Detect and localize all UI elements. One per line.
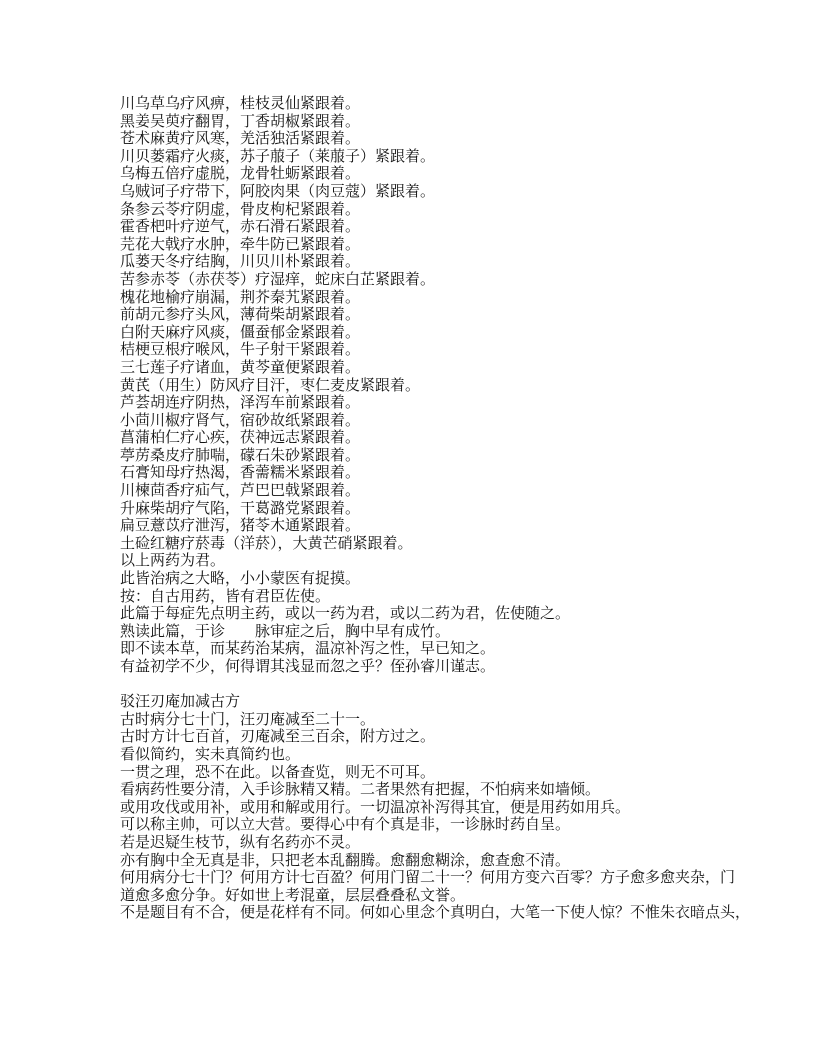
- text-line: 苦参赤苓（赤茯苓）疗湿痒，蛇床白芷紧跟着。: [120, 269, 436, 288]
- text-line: 不是题目有不合，便是花样有不同。何如心里念个真明白，大笔一下使人惊？不惟朱衣暗点头，: [120, 903, 751, 922]
- text-line: 苍术麻黄疗风寒，羌活独活紧跟着。: [120, 129, 361, 148]
- text-line: 川楝茴香疗疝气，芦巴巴戟紧跟着。: [120, 481, 361, 500]
- text-line: 看似简约，实未真简约也。: [120, 744, 301, 763]
- essay-section: [120, 709, 751, 922]
- text-line: 或用攻伐或用补，或用和解或用行。一切温凉补泻得其宜，便是用药如用兵。: [120, 797, 631, 816]
- text-line: 扁豆薏苡疗泄泻，猪苓木通紧跟着。: [120, 516, 361, 535]
- text-line: 黑姜吴萸疗翻胃，丁香胡椒紧跟着。: [120, 111, 361, 130]
- text-line: 此篇于每症先点明主药，或以一药为君，或以二药为君，佐使随之。: [120, 604, 571, 623]
- text-line: 三七莲子疗诸血，黄芩童便紧跟着。: [120, 357, 361, 376]
- text-line: 熟读此篇，于诊 脉审症之后，胸中早有成竹。: [120, 621, 451, 640]
- text-line: 可以称主帅，可以立大营。要得心中有个真是非，一诊脉时药自呈。: [120, 815, 571, 834]
- text-line: 霍香杷叶疗逆气，赤石滑石紧跟着。: [120, 217, 361, 236]
- text-line: 古时病分七十门，汪刃庵减至二十一。: [120, 709, 376, 728]
- text-line: 条参云苓疗阴虚，骨皮枸杞紧跟着。: [120, 199, 361, 218]
- text-line: 前胡元参疗头风，薄荷柴胡紧跟着。: [120, 305, 361, 324]
- text-line: 川乌草乌疗风痹，桂枝灵仙紧跟着。: [120, 94, 361, 112]
- text-line: 槐花地榆疗崩漏，荆芥秦艽紧跟着。: [120, 287, 361, 306]
- text-line: 何用病分七十门？何用方计七百盈？何用门留二十一？何用方变六百零？方子愈多愈夹杂，门: [120, 868, 736, 887]
- text-line: 升麻柴胡疗气陷，干葛潞党紧跟着。: [120, 498, 361, 517]
- text-line: 芦荟胡连疗阴热，泽泻车前紧跟着。: [120, 393, 361, 412]
- text-line: 川贝蒌霜疗火痰，苏子菔子（莱菔子）紧跟着。: [120, 146, 436, 165]
- text-line: 土硷红糖疗菸毒（洋菸），大黄芒硝紧跟着。: [120, 533, 413, 552]
- text-line: 乌贼诃子疗带下，阿胶肉果（肉豆蔻）紧跟着。: [120, 181, 436, 200]
- text-line: 看病药性要分清，入手诊脉精又精。二者果然有把握，不怕病来如墙倾。: [120, 780, 601, 799]
- blank-line: [120, 676, 720, 694]
- text-line: 有益初学不少，何得谓其浅显而忽之乎？侄孙睿川谨志。: [120, 657, 496, 675]
- text-line: 石膏知母疗热渴，香薷糯米紧跟着。: [120, 463, 361, 482]
- text-line: 瓜蒌天冬疗结胸，川贝川朴紧跟着。: [120, 252, 361, 271]
- text-line: 一贯之理，恐不在此。以备查览，则无不可耳。: [120, 762, 436, 781]
- text-line: 亦有胸中全无真是非，只把老本乱翻腾。愈翻愈糊涂，愈查愈不清。: [120, 850, 571, 869]
- text-line: 古时方计七百首，刃庵减至三百余，附方过之。: [120, 727, 436, 746]
- text-line: 即不读本草，而某药治某病，温凉补泻之性，早已知之。: [120, 639, 496, 658]
- document-page: [120, 94, 751, 922]
- text-line: 芫花大戟疗水肿，牵牛防已紧跟着。: [120, 234, 361, 253]
- text-line: 桔梗豆根疗喉风，牛子射干紧跟着。: [120, 340, 361, 359]
- text-line: 道愈多愈分争。好如世上考混童，层层叠叠私文誉。: [120, 885, 466, 904]
- text-line: 若是迟疑生枝节，纵有名药亦不灵。: [120, 832, 361, 851]
- text-line: 小茴川椒疗肾气，宿砂故纸紧跟着。: [120, 410, 361, 429]
- text-line: 按：自古用药，皆有君臣佐使。: [120, 586, 331, 605]
- text-line: 此皆治病之大略，小小蒙医有捉摸。: [120, 569, 361, 588]
- text-line: 乌梅五倍疗虚脱，龙骨牡蛎紧跟着。: [120, 164, 361, 183]
- section-heading: 驳汪刃庵加减古方: [120, 692, 241, 711]
- verse-section: [120, 95, 720, 676]
- text-line: 以上两药为君。: [120, 551, 226, 570]
- text-line: 黄芪（用生）防风疗目汗，枣仁麦皮紧跟着。: [120, 375, 421, 394]
- text-line: 葶苈桑皮疗肺喘，礞石朱砂紧跟着。: [120, 445, 361, 464]
- text-line: 白附天麻疗风痰，僵蚕郁金紧跟着。: [120, 322, 361, 341]
- text-line: 菖蒲柏仁疗心疾，茯神远志紧跟着。: [120, 428, 361, 447]
